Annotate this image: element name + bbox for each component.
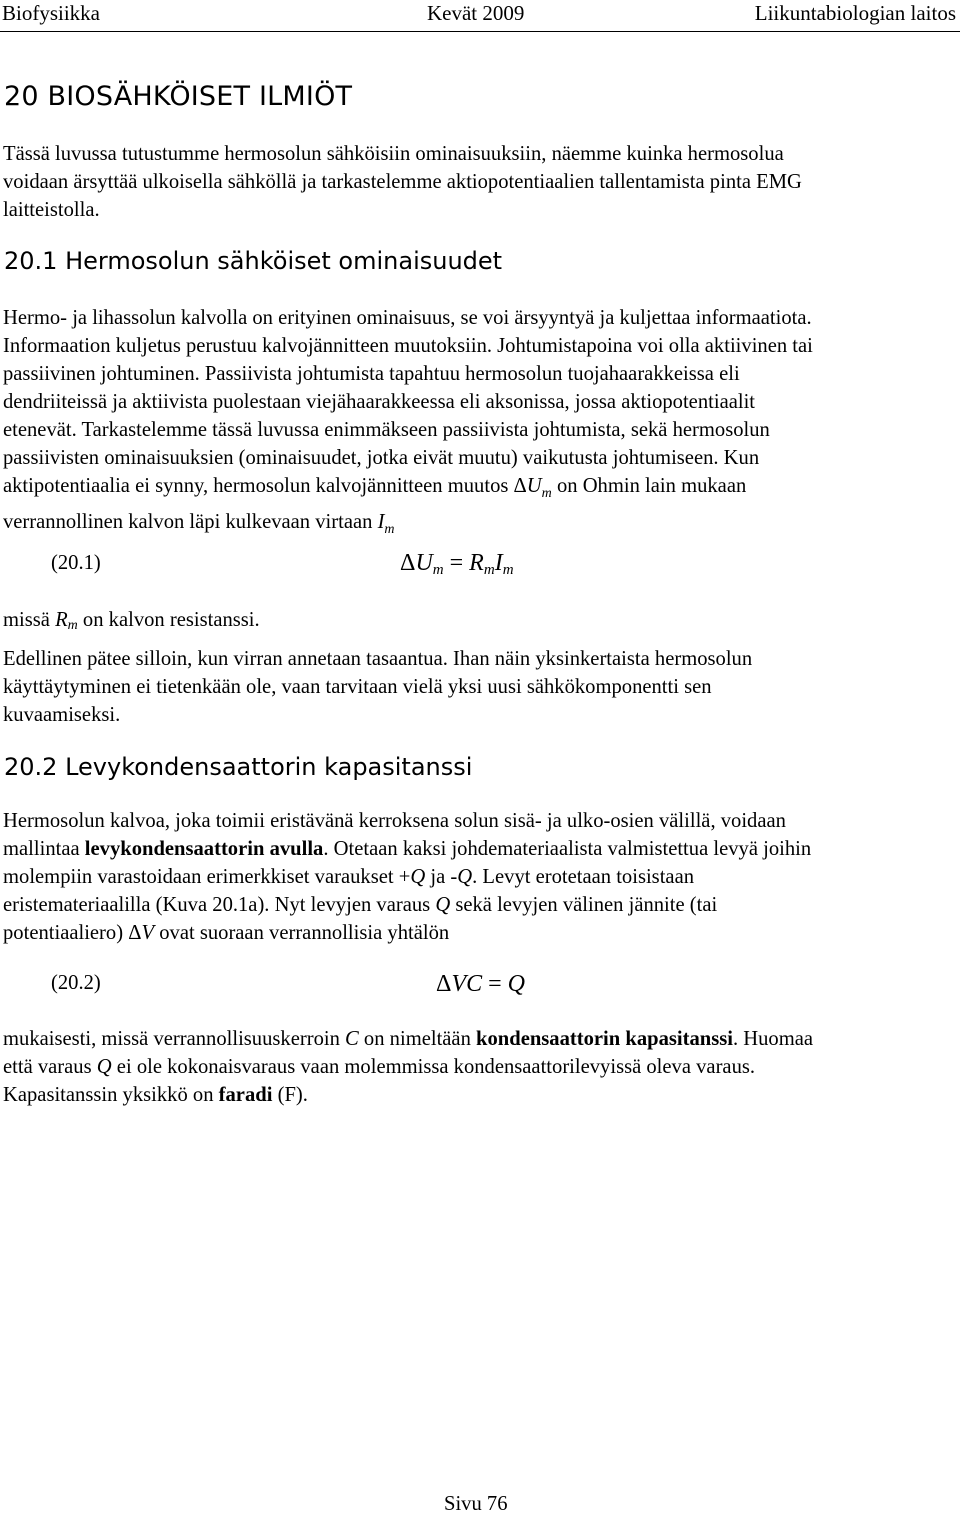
bold-term: levykondensaattorin avulla [84, 838, 324, 860]
section1-paragraph-2 [3, 645, 953, 729]
subscript-m: m [432, 562, 444, 578]
symbol-r: R [469, 550, 484, 576]
symbol-c: C [345, 1028, 359, 1050]
symbol-q: Q [410, 866, 426, 888]
equals-sign: = [443, 550, 470, 576]
text: . Levyt erotetaan toisistaan [472, 866, 695, 888]
text: aktipotentiaalia ei synny, hermosolun kalvojännitteen muutos [3, 475, 514, 497]
paragraph-line: kuvaamiseksi. [3, 704, 121, 726]
intro-paragraph [3, 140, 953, 224]
paragraph-line [3, 835, 953, 863]
text: eristemateriaalilla (Kuva 20.1a). Nyt levyjen varaus [3, 894, 436, 916]
paragraph-line: passiivinen johtuminen. Passiivista johtumista tapahtuu hermosolun tuojahaarakkeissa eli [3, 363, 740, 385]
delta-symbol: Δ [513, 475, 527, 497]
paragraph-line [3, 508, 953, 544]
symbol-i: I [377, 511, 385, 534]
intro-line: Tässä luvussa tutustumme hermosolun sähköisiin ominaisuuksiin, näemme kuinka hermosolua [3, 143, 784, 165]
paragraph-line [3, 1081, 953, 1109]
symbol-q: Q [96, 1056, 112, 1078]
symbol-vc: VC [451, 971, 483, 997]
intro-line: laitteistolla. [3, 199, 100, 221]
text: on nimeltään [358, 1028, 477, 1050]
equation-ohm [400, 548, 514, 585]
paragraph-line: Edellinen pätee silloin, kun virran annetaan tasaantua. Ihan näin yksinkertaista hermosolun [3, 648, 753, 670]
text: on kalvon resistanssi. [77, 609, 260, 631]
text: potentiaaliero) [3, 922, 129, 944]
delta-symbol: Δ [436, 971, 452, 997]
delta-symbol: Δ [400, 550, 416, 576]
text: ja - [425, 866, 458, 888]
paragraph-line: Hermosolun kalvoa, joka toimii eristävänä kerroksena solun sisä- ja ulko-osien välillä, voidaan [3, 810, 786, 832]
subscript-m: m [541, 486, 552, 502]
text: (F). [272, 1084, 308, 1106]
text: . Huomaa [732, 1028, 814, 1050]
symbol-i: I [494, 550, 503, 576]
symbol-u: U [526, 475, 542, 497]
intro-line: voidaan ärsyttää ulkoisella sähköllä ja tarkastelemme aktiopotentiaalien tallentamista pinta EMG [3, 171, 802, 193]
paragraph-line [3, 472, 953, 508]
text: ovat suoraan verrannollisia yhtälön [154, 922, 450, 944]
text: sekä levyjen välinen jännite (tai [450, 894, 718, 916]
equation-number: (20.2) [51, 972, 101, 994]
section2-paragraph-2 [3, 1025, 953, 1109]
text: . Otetaan kaksi johdemateriaalista valmistettua levyä joihin [323, 838, 812, 860]
symbol-u: U [415, 550, 433, 576]
paragraph-line [3, 1025, 953, 1053]
page-number: Sivu 76 [444, 1493, 508, 1515]
text: mukaisesti, missä verrannollisuuskerroin [3, 1028, 346, 1050]
paragraph-line: Informaation kuljetus perustuu kalvojännitteen muutoksiin. Johtumistapoina voi olla aktiivinen tai [3, 335, 813, 357]
paragraph-line: passiivisten ominaisuuksien (ominaisuudet, jotka eivät muutu) vaikutusta johtumiseen. Kun [3, 447, 760, 469]
symbol-v: V [141, 922, 155, 944]
paragraph-line [3, 863, 953, 891]
header-rule [0, 31, 960, 32]
text: mallintaa [3, 838, 85, 860]
section-heading-20-1: 20.1 Hermosolun sähköiset ominaisuudet [4, 247, 503, 275]
paragraph-line: etenevät. Tarkastelemme tässä luvussa enimmäkseen passiivista johtumista, sekä hermosolun [3, 419, 770, 441]
equation-capacitance [436, 969, 525, 999]
equals-sign: = [482, 971, 508, 997]
subscript-m: m [502, 562, 514, 578]
bold-term: faradi [218, 1084, 273, 1106]
paragraph-line: käyttäytyminen ei tietenkään ole, vaan tarvitaan vielä yksi uusi sähkökomponentti sen [3, 676, 712, 698]
paragraph-line [3, 891, 953, 919]
subscript-m: m [384, 522, 395, 538]
equation-explanation [3, 606, 260, 640]
equation-number: (20.1) [51, 552, 101, 574]
subscript-m: m [67, 618, 78, 633]
text: missä [3, 609, 56, 631]
text: Kapasitanssin yksikkö on [3, 1084, 219, 1106]
text: verrannollinen kalvon läpi kulkevaan virtaan [3, 511, 378, 534]
text: että varaus [3, 1056, 97, 1078]
header-term: Kevät 2009 [427, 1, 525, 25]
header-department: Liikuntabiologian laitos [754, 1, 956, 25]
symbol-q: Q [507, 971, 525, 997]
section2-paragraph [3, 807, 953, 947]
section1-paragraph [3, 304, 953, 544]
paragraph-line [3, 1053, 953, 1081]
bold-term: kondensaattorin kapasitanssi [476, 1028, 733, 1050]
text: on Ohmin lain mukaan [551, 475, 747, 497]
symbol-q: Q [457, 866, 473, 888]
paragraph-line: Hermo- ja lihassolun kalvolla on erityinen ominaisuus, se voi ärsyyntyä ja kuljettaa informaatiota. [3, 307, 812, 329]
subscript-m: m [483, 562, 495, 578]
symbol-q: Q [435, 894, 451, 916]
chapter-title: 20 BIOSÄHKÖISET ILMIÖT [4, 81, 353, 112]
symbol-r: R [55, 609, 68, 631]
header-course: Biofysiikka [2, 1, 100, 25]
text: molempiin varastoidaan erimerkkiset varaukset + [3, 866, 411, 888]
text: ei ole kokonaisvaraus vaan molemmissa kondensaattorilevyissä oleva varaus. [111, 1056, 756, 1078]
paragraph-line [3, 919, 953, 947]
delta-symbol: Δ [128, 922, 142, 944]
paragraph-line: dendriiteissä ja aktiivista puolestaan viejähaarakkeessa eli aksonissa, jossa aktiopotentiaalit [3, 391, 756, 413]
section-heading-20-2: 20.2 Levykondensaattorin kapasitanssi [4, 753, 473, 781]
